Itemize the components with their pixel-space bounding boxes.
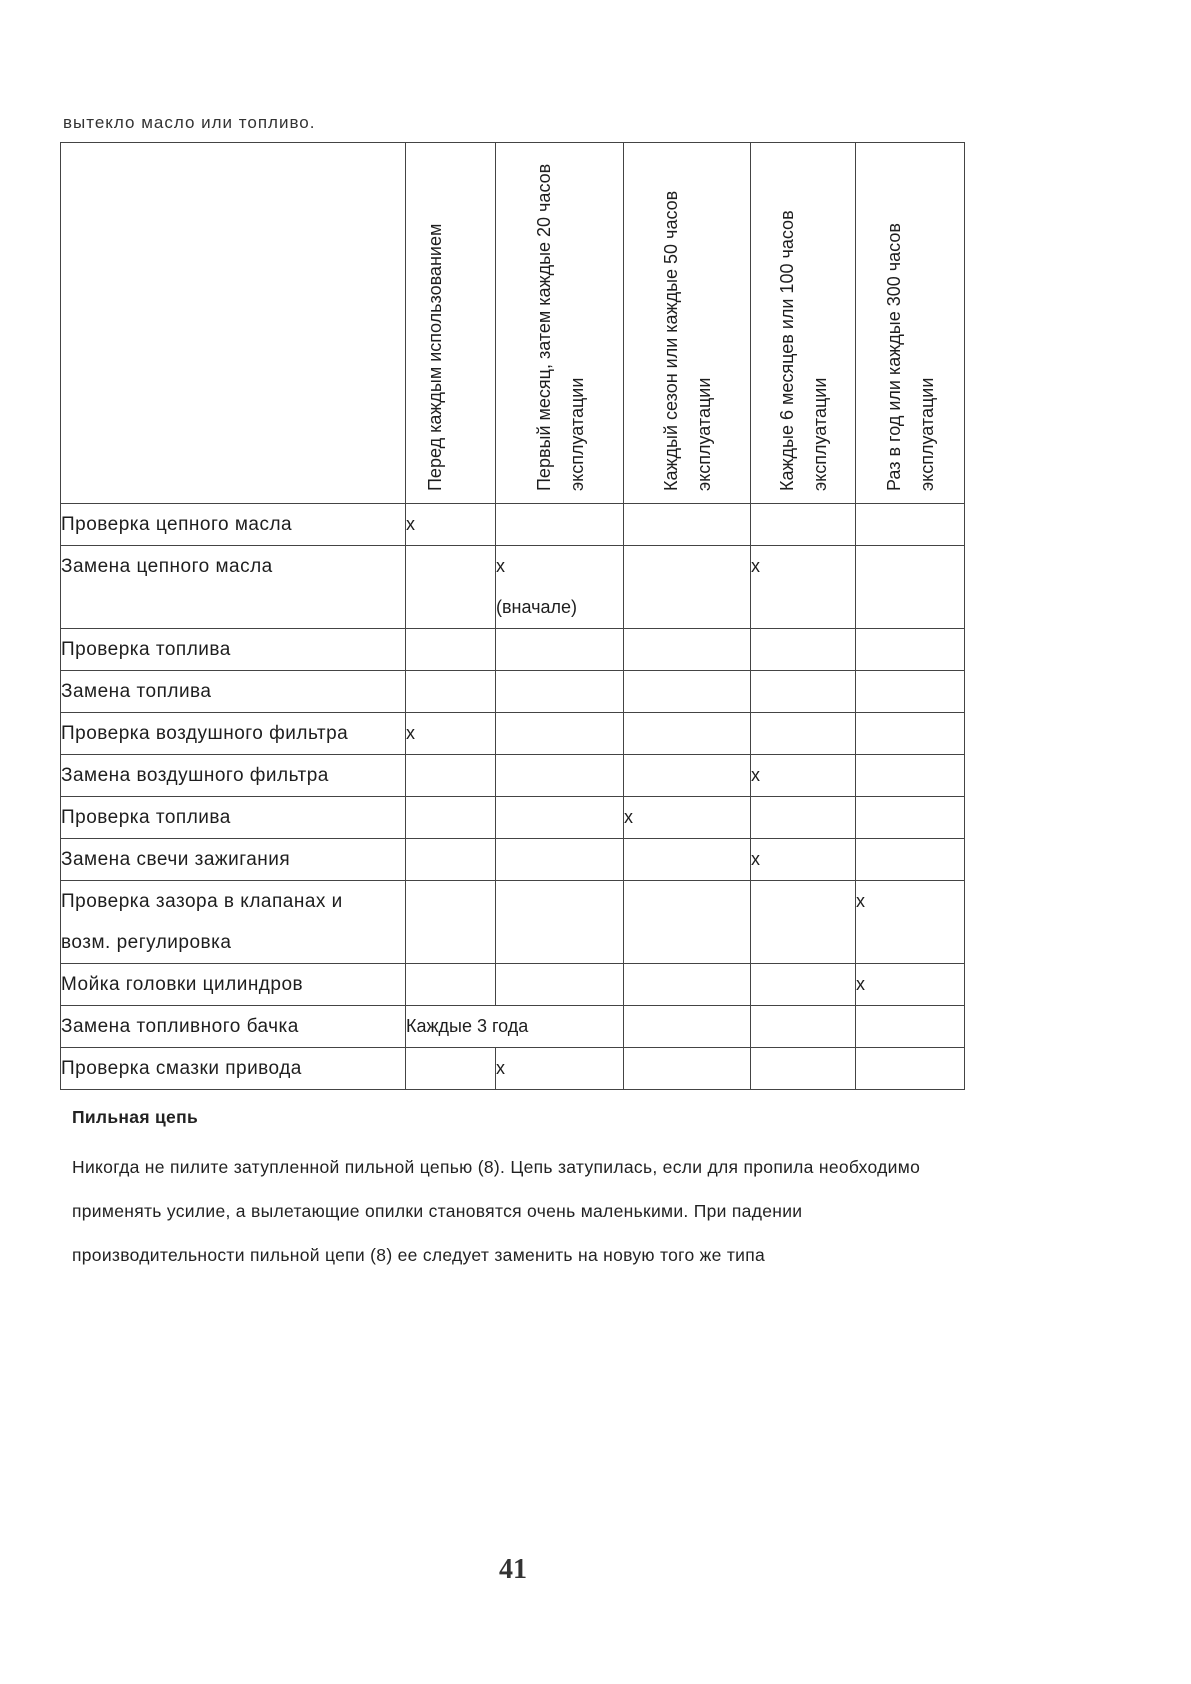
task-cell (61, 504, 406, 546)
mark-cell: x (856, 964, 965, 1006)
mark-cell (496, 504, 624, 546)
mark-cell: x (406, 713, 496, 755)
mark-cell (624, 881, 751, 964)
task-cell (61, 964, 406, 1006)
mark-cell (624, 755, 751, 797)
mark-cell (624, 713, 751, 755)
task-label: Мойка головки цилиндров (61, 974, 304, 995)
mark-cell (406, 839, 496, 881)
mark-cell (856, 671, 965, 713)
mark-cell (406, 755, 496, 797)
mark-cell (496, 713, 624, 755)
mark-cell (496, 755, 624, 797)
mark-cell (496, 629, 624, 671)
table-row (61, 1006, 965, 1048)
task-label: Проверка воздушного фильтра (61, 723, 349, 744)
mark-cell: x (624, 797, 751, 839)
table-row (61, 797, 965, 839)
mark-cell (856, 1006, 965, 1048)
task-cell (61, 797, 406, 839)
table-row (61, 504, 965, 546)
mark-cell (856, 797, 965, 839)
page-number: 41 (499, 1554, 527, 1585)
mark-cell: x (751, 755, 856, 797)
mark-cell (624, 839, 751, 881)
intro-text: вытекло масло или топливо. (63, 113, 316, 132)
mark-cell (624, 1048, 751, 1090)
task-cell (61, 839, 406, 881)
task-label: Проверка зазора в клапанах и (61, 891, 343, 912)
mark-cell: x (751, 546, 856, 629)
mark-cell (856, 713, 965, 755)
mark-cell: x (вначале) (496, 546, 624, 629)
table-header-row (61, 143, 965, 504)
task-cell (61, 671, 406, 713)
mark-cell (496, 839, 624, 881)
table-row (61, 755, 965, 797)
mark-cell (624, 1006, 751, 1048)
table-row (61, 671, 965, 713)
mark-cell (856, 1048, 965, 1090)
mark-cell (624, 964, 751, 1006)
mark-cell (406, 671, 496, 713)
mark-cell (624, 504, 751, 546)
mark-cell (406, 1048, 496, 1090)
mark-cell (751, 881, 856, 964)
mark-cell: x (406, 504, 496, 546)
mark-cell (406, 629, 496, 671)
task-label: Замена цепного масла (61, 556, 273, 577)
table-row (61, 1048, 965, 1090)
mark-cell (751, 629, 856, 671)
mark-cell (496, 964, 624, 1006)
table-row (61, 713, 965, 755)
header-cell-empty (61, 143, 406, 504)
header-yearly: Раз в год или каждые 300 часов эксплуатации (856, 143, 965, 504)
header-season: Каждый сезон или каждые 50 часов эксплуатации (624, 143, 751, 504)
mark-cell (751, 797, 856, 839)
mark-cell (856, 629, 965, 671)
task-label: Проверка цепного масла (61, 514, 293, 535)
task-label: возм. регулировка (61, 932, 232, 953)
header-before-use: Перед каждым использованием (406, 143, 496, 504)
mark-cell (406, 964, 496, 1006)
mark-cell (624, 671, 751, 713)
table-row (61, 629, 965, 671)
mark-cell (751, 504, 856, 546)
mark-cell (751, 713, 856, 755)
task-cell (61, 881, 406, 964)
header-6-months: Каждые 6 месяцев или 100 часов эксплуатации (751, 143, 856, 504)
task-label: Замена топлива (61, 681, 212, 702)
mark-cell (406, 881, 496, 964)
mark-cell (406, 546, 496, 629)
mark-cell (856, 839, 965, 881)
mark-cell (624, 629, 751, 671)
mark-cell (751, 1048, 856, 1090)
mark-cell (624, 546, 751, 629)
task-cell (61, 755, 406, 797)
table-row (61, 546, 965, 629)
mark-cell (496, 881, 624, 964)
mark-cell (856, 504, 965, 546)
mark-cell (496, 797, 624, 839)
table-row (61, 881, 965, 964)
task-label: Проверка смазки привода (61, 1058, 302, 1079)
mark-cell (406, 797, 496, 839)
mark-cell (856, 755, 965, 797)
mark-cell: x (751, 839, 856, 881)
task-cell (61, 1006, 406, 1048)
maintenance-table (60, 142, 965, 1090)
mark-cell (751, 964, 856, 1006)
task-cell (61, 1048, 406, 1090)
task-label: Проверка топлива (61, 639, 231, 660)
table-row (61, 964, 965, 1006)
task-label: Замена воздушного фильтра (61, 765, 329, 786)
mark-cell (496, 671, 624, 713)
interval-span-cell: Каждые 3 года (406, 1006, 624, 1048)
mark-cell (751, 1006, 856, 1048)
header-first-month: Первый месяц, затем каждые 20 часов эксплуатации (496, 143, 624, 504)
table-row (61, 839, 965, 881)
task-label: Замена свечи зажигания (61, 849, 291, 870)
task-cell (61, 546, 406, 629)
section-heading: Пильная цепь (72, 1107, 199, 1127)
mark-cell (856, 546, 965, 629)
task-label: Замена топливного бачка (61, 1016, 299, 1037)
task-cell (61, 629, 406, 671)
mark-cell: x (856, 881, 965, 964)
task-label: Проверка топлива (61, 807, 231, 828)
task-cell (61, 713, 406, 755)
mark-cell (751, 671, 856, 713)
section-paragraph: Никогда не пилите затупленной пильной цепью (8). Цепь затупилась, если для пропила необходимо применять усилие, а вылетающие опилки становятся очень маленькими. При падении производительности пильной цепи (8) ее следует заменить на новую того же типа (72, 1157, 921, 1265)
mark-cell: x (496, 1048, 624, 1090)
